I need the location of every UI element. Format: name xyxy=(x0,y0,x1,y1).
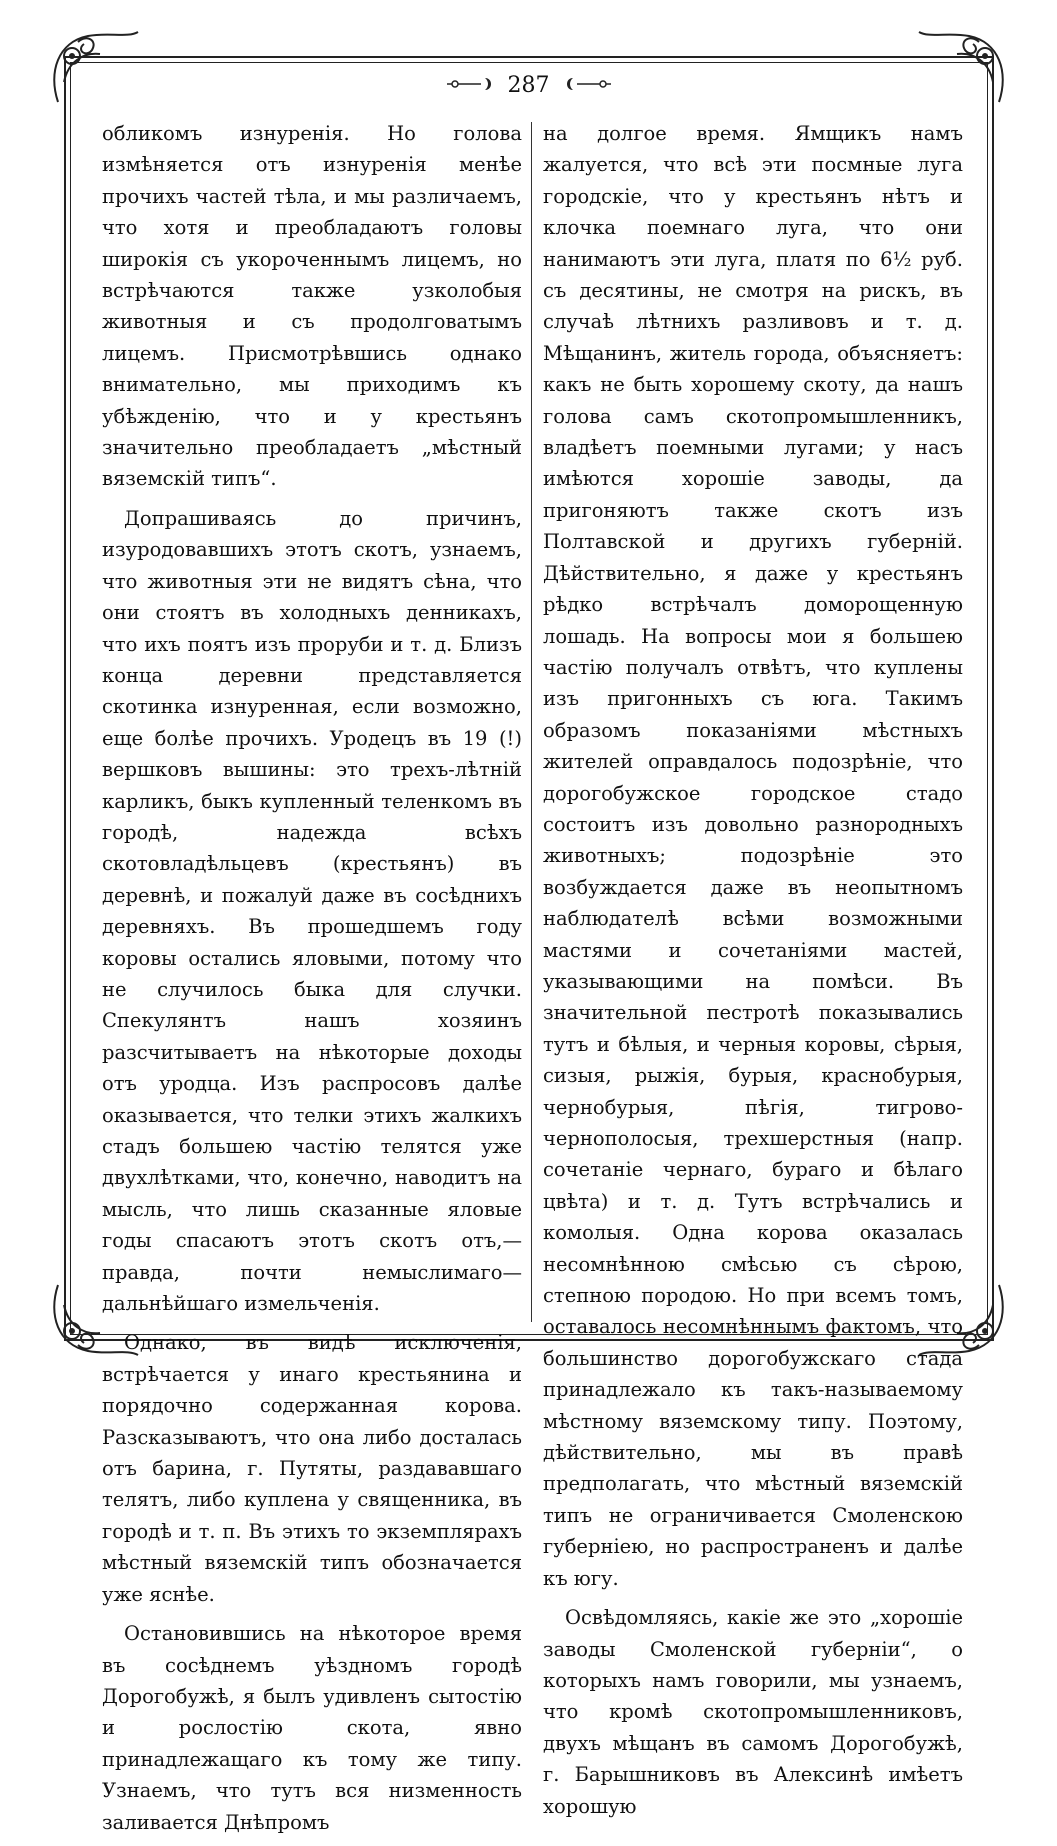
page-header xyxy=(0,72,1057,100)
right-column xyxy=(543,118,963,1830)
paragraph: Остановившись на нѣкоторое время въ сосѣднемъ уѣздномъ городѣ Дорогобужѣ, я былъ удивленъ сытостію и рослостію скота, явно принадлежащаго къ тому же типу. Узнаемъ, что тутъ вся низменность заливается Днѣпромъ xyxy=(102,1622,522,1834)
left-column xyxy=(102,118,522,1846)
header-ornament-right-icon xyxy=(563,72,613,100)
page-number: 287 xyxy=(507,73,550,98)
paragraph: Допрашиваясь до причинъ, изуродовавшихъ этотъ скотъ, узнаемъ, что животныя эти не видятъ сѣна, что они стоятъ въ холодныхъ денникахъ, что ихъ поятъ изъ проруби и т. д. Близъ конца деревни представляется скотинка изнуренная, если возможно, еще болѣе прочихъ. Уродецъ въ 19 (!) вершковъ вышины: это трехъ-лѣтній карликъ, быкъ купленный теленкомъ въ городѣ, надежда всѣхъ скотовладѣльцевъ (крестьянъ) въ деревнѣ, и пожалуй даже въ сосѣднихъ деревняхъ. Въ прошедшемъ году коровы остались яловыми, потому что не случилось быка для случки. Спекулянтъ нашъ хозяинъ разсчитываетъ на нѣкоторые доходы отъ уродца. Изъ распросовъ далѣе оказывается, что телки этихъ жалкихъ стадъ большею частію телятся уже двухлѣтками, что, конечно, наводитъ на мысль, что лишь сказанные яловые годы спасаютъ этотъ скотъ отъ,—правда, почти немыслимаго—дальнѣйшаго измельченія. xyxy=(102,506,522,1316)
paragraph: обликомъ изнуренія. Но голова измѣняется отъ изнуренія менѣе прочихъ частей тѣла, и мы различаемъ, что хотя и преобладаютъ головы широкія съ укороченнымъ лицемъ, но встрѣчаются также узколобыя животныя и съ продолговатымъ лицемъ. Присмотрѣвшись однако внимательно, мы приходимъ къ убѣжденію, что и у крестьянъ значительно преобладаетъ „мѣстный вяземскій типъ“. xyxy=(102,122,522,491)
header-ornament-left-icon xyxy=(445,72,495,100)
paragraph: Освѣдомляясь, какіе же это „хорошіе заводы Смоленской губерніи“, о которыхъ намъ говорили, мы узнаемъ, что кромѣ скотопромышленниковъ, двухъ мѣщанъ въ самомъ Дорогобужѣ, г. Барышниковъ въ Алексинѣ имѣетъ хорошую xyxy=(543,1606,963,1818)
column-divider xyxy=(531,122,532,1322)
paragraph: Однако, въ видѣ исключенія, встрѣчается у инаго крестьянина и порядочно содержанная корова. Разсказываютъ, что она либо досталась отъ барина, г. Путяты, раздававшаго телятъ, либо куплена у священника, въ городѣ и т. п. Въ этихъ то экземплярахъ мѣстный вяземскій типъ обозначается уже яснѣе. xyxy=(102,1331,522,1606)
paragraph: на долгое время. Ямщикъ намъ жалуется, что всѣ эти посмные луга городскіе, что у крестьянъ нѣтъ и клочка поемнаго луга, что они нанимаютъ эти луга, платя по 6½ руб. съ десятины, не смотря на рискъ, въ случаѣ лѣтнихъ разливовъ и т. д. Мѣщанинъ, житель города, объясняетъ: какъ не быть хорошему скоту, да нашъ голова самъ скотопромышленникъ, владѣетъ поемными лугами; у насъ имѣются хорошіе заводы, да пригоняютъ также скотъ изъ Полтавской и другихъ губерній. Дѣйствительно, я даже у крестьянъ рѣдко встрѣчалъ доморощенную лошадь. На вопросы мои я большею частію получалъ отвѣтъ, что куплены изъ пригонныхъ съ юга. Такимъ образомъ показаніями мѣстныхъ жителей оправдалось подозрѣніе, что дорогобужское городское стадо состоитъ изъ довольно разнородныхъ животныхъ; подозрѣніе это возбуждается даже въ неопытномъ наблюдателѣ всѣми возможными мастями и сочетаніями мастей, указывающими на помѣси. Въ значительной пестротѣ показывались тутъ и бѣлыя, и черныя коровы, сѣрыя, сизыя, рыжія, бурыя, краснобурыя, чернобурыя, пѣгія, тигрово-чернополосыя, трехшерстныя (напр. сочетаніе чернаго, бураго и бѣлаго цвѣта) и т. д. Тутъ встрѣчались и комолыя. Одна корова оказалась несомнѣнною смѣсью съ сѣрою, степною породою. Но при всемъ томъ, оставалось несомнѣннымъ фактомъ, что большинство дорогобужскаго стада принадлежало къ такъ-называемому мѣстному вяземскому типу. Поэтому, дѣйствительно, мы въ правѣ предполагать, что мѣстный вяземскій типъ не ограничивается Смоленскою губерніею, но распространенъ и далѣе къ югу. xyxy=(543,122,963,1590)
